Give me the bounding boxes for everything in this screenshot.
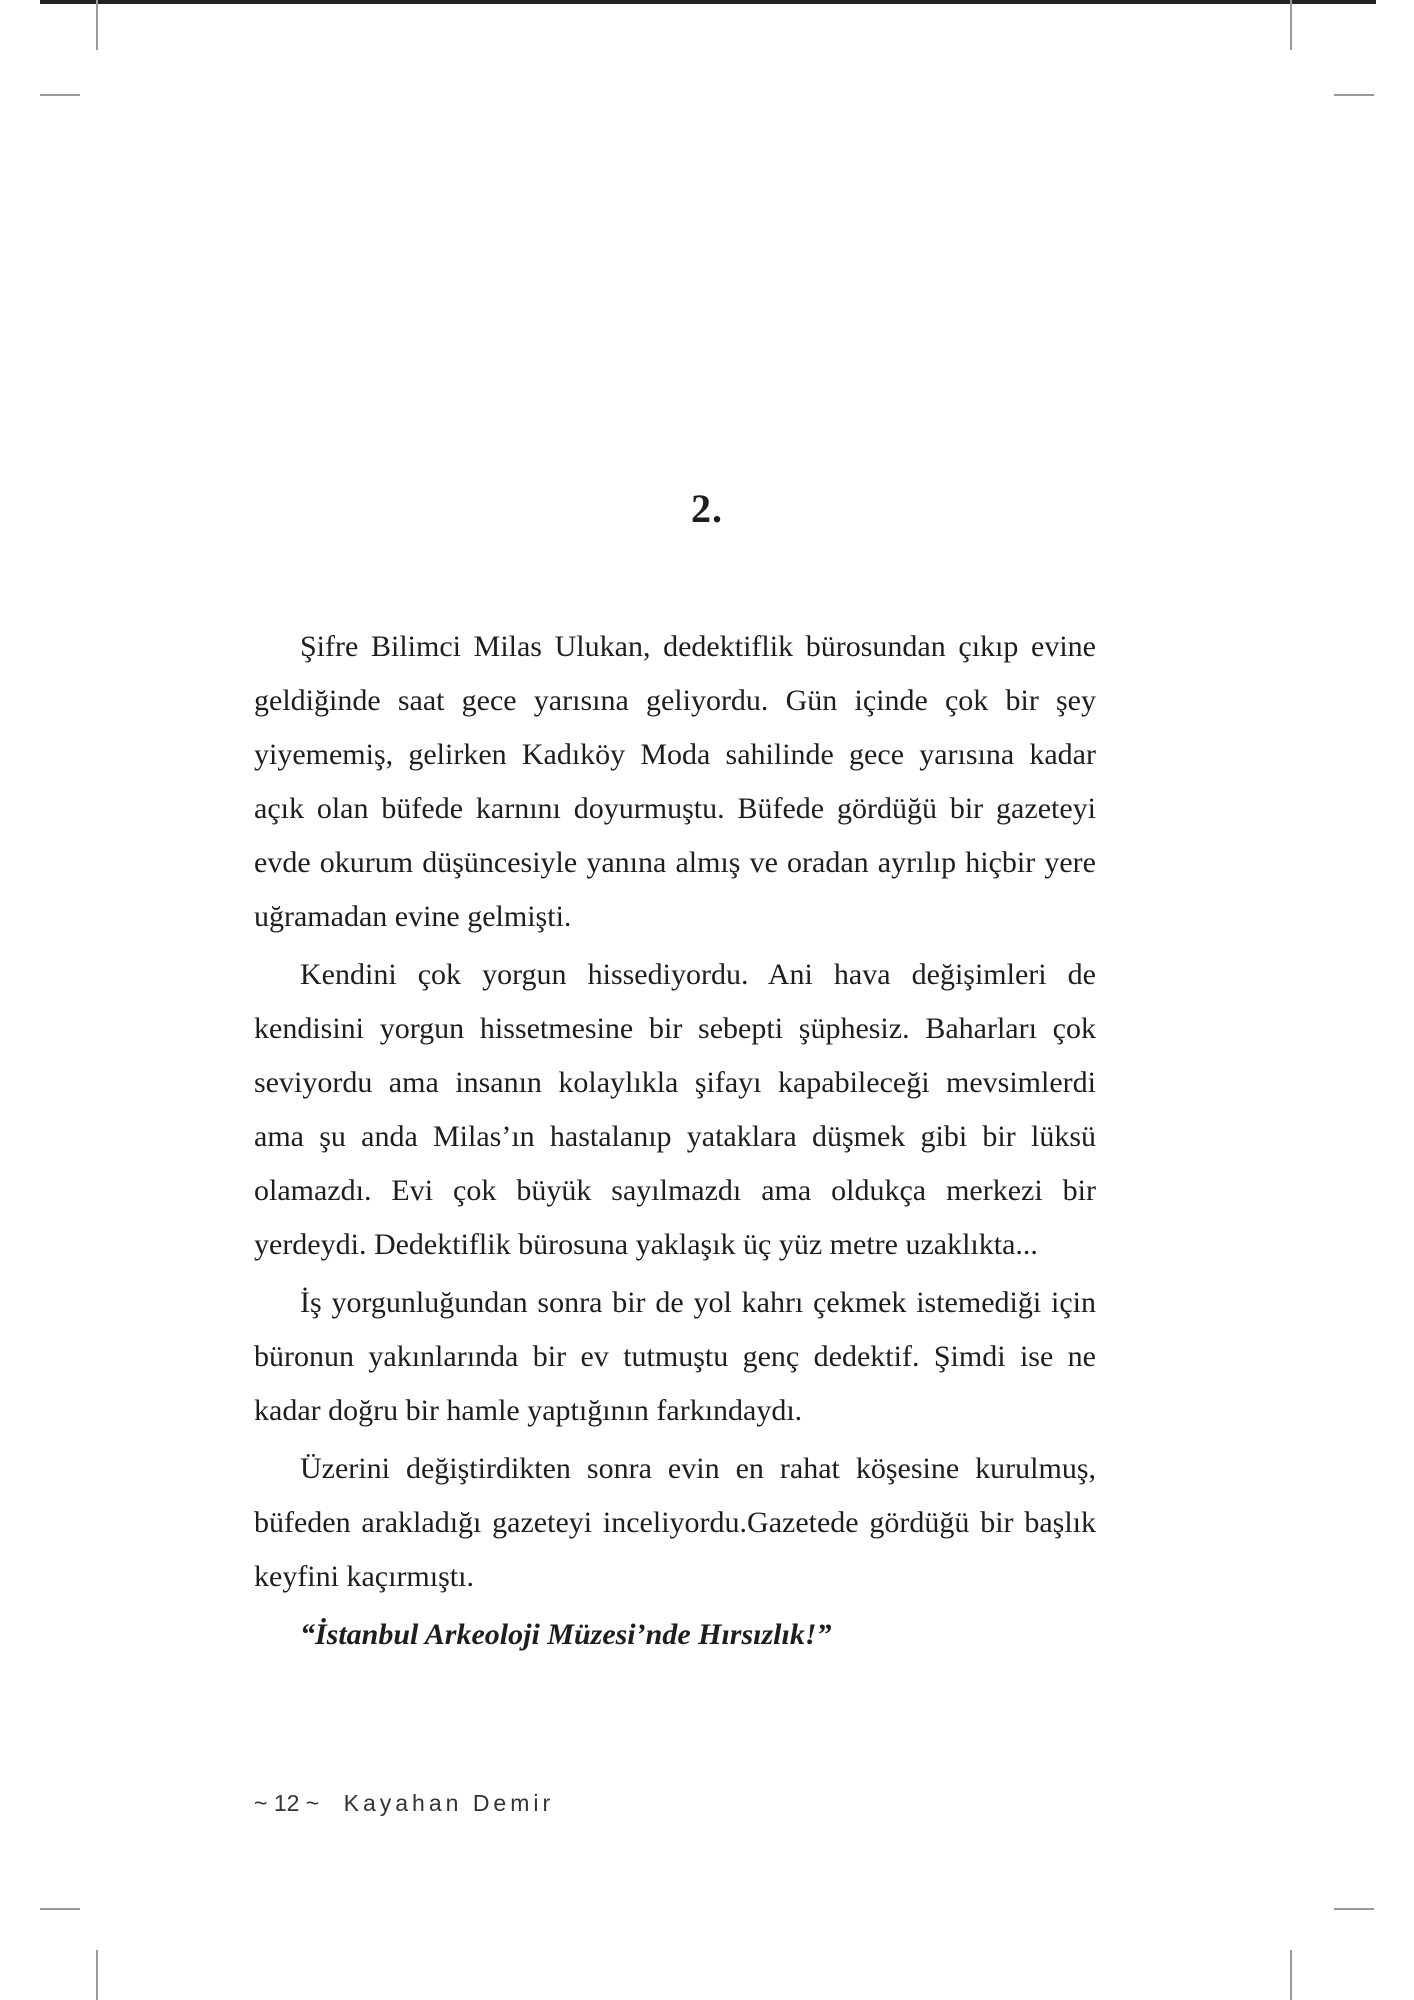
paragraph: Şifre Bilimci Milas Ulukan, dedektiflik bürosundan çıkıp evine geldiğinde saat gece yarısına geliyordu. Gün içinde çok bir şey yiyememiş, gelirken Kadıköy Moda sahilinde gece yarısına kadar açık olan büfede karnını doyurmuştu. Büfede gördüğü bir gazeteyi evde okurum düşüncesiyle yanına almış ve oradan ayrılıp hiçbir yere uğramadan evine gelmişti. — [254, 630, 1096, 933]
crop-mark-bottom-left-horizontal — [40, 1908, 80, 1910]
chapter-number: 2. — [691, 486, 723, 531]
paragraph: İş yorgunluğundan sonra bir de yol kahrı çekmek istemediği için büronun yakınlarında bir ev tutmuştu genç dedektif. Şimdi ise ne kadar doğru bir hamle yaptığının farkındaydı. — [254, 1286, 1096, 1427]
paragraph: Kendini çok yorgun hissediyordu. Ani hava değişimleri de kendisini yorgun hissetmesine bir sebepti şüphesiz. Baharları çok seviyordu ama insanın kolaylıkla şifayı kapabileceği mevsimlerdi ama şu anda Milas’ın hastalanıp yataklara düşmek gibi bir lüksü olamazdı. Evi çok büyük sayılmazdı ama oldukça merkezi bir yerdeydi. Dedektiflik bürosuna yaklaşık üç yüz metre uzaklıkta... — [254, 958, 1096, 1261]
crop-mark-top-right-horizontal — [1334, 94, 1374, 96]
crop-mark-top-left-vertical — [96, 0, 98, 50]
crop-mark-bottom-left-vertical — [96, 1950, 98, 2000]
crop-mark-top-left-horizontal — [40, 94, 80, 96]
author-name: Kayahan Demir — [343, 1790, 555, 1816]
headline-quote: “İstanbul Arkeoloji Müzesi’nde Hırsızlık!” — [300, 1618, 832, 1651]
crop-mark-top-right-vertical — [1290, 0, 1292, 50]
page-footer — [254, 1790, 554, 1817]
chapter-body — [254, 620, 1096, 1666]
crop-mark-bottom-right-vertical — [1290, 1950, 1292, 2000]
top-border-rule — [40, 0, 1376, 4]
page-number: ~ 12 ~ — [254, 1790, 320, 1816]
crop-mark-bottom-right-horizontal — [1334, 1908, 1374, 1910]
paragraph: Üzerini değiştirdikten sonra evin en rahat köşesine kurulmuş, büfeden arakladığı gazeteyi inceliyordu.Gazetede gördüğü bir başlık keyfini kaçırmıştı. — [254, 1452, 1096, 1593]
